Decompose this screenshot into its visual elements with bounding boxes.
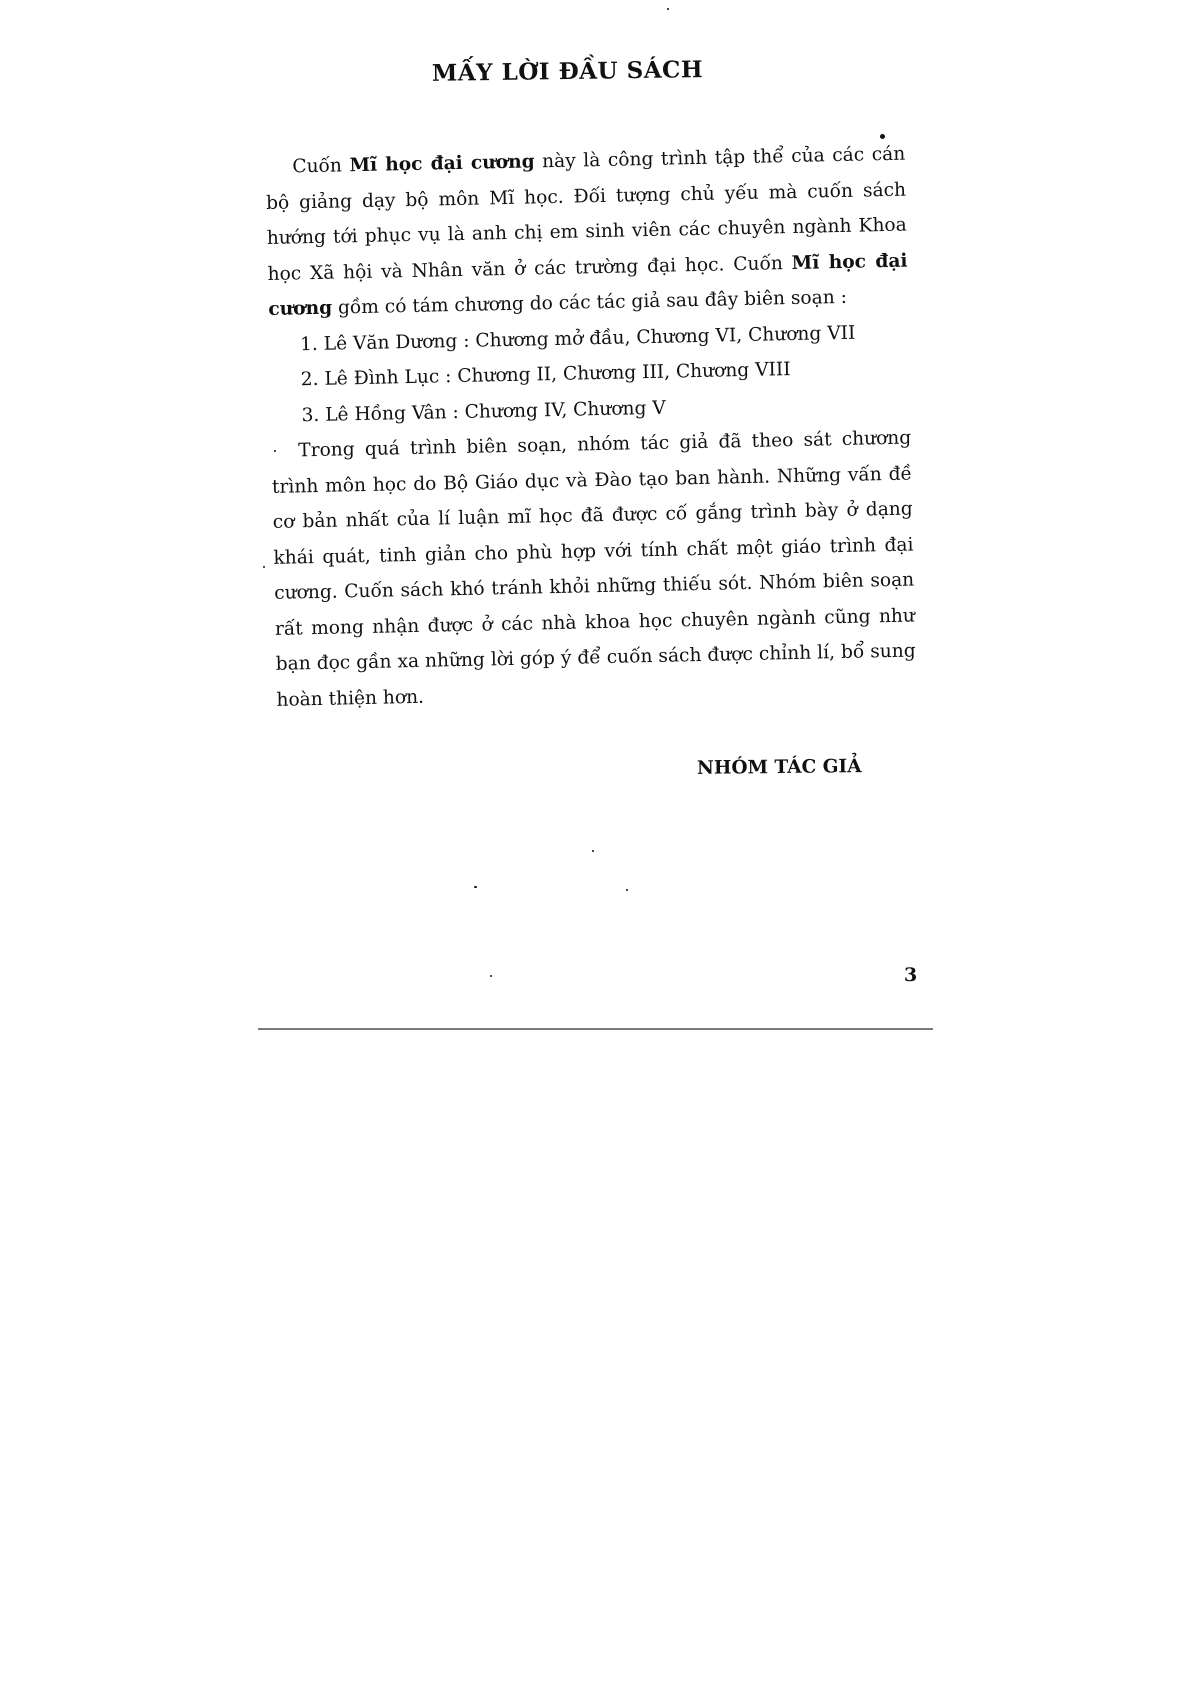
scan-speck: [490, 975, 492, 977]
page-bottom-rule: [258, 1028, 933, 1030]
intro-paragraph: [265, 137, 909, 328]
page-number: 3: [904, 964, 918, 986]
scan-speck: [474, 886, 477, 888]
intro-pre: Cuốn: [292, 155, 350, 178]
intro-mid: này là công trình tập thể của các cán bộ giảng dạy bộ môn Mĩ học. Đối tượng chủ yếu mà cuốn sách hướng tới phục vụ là anh chị em sinh viên các chuyên ngành Khoa học Xã hội và Nhân văn ở các trường đại học. Cuốn: [265, 143, 907, 285]
preface-body: [265, 137, 917, 718]
closing-paragraph: Trong quá trình biên soạn, nhóm tác giả đã theo sát chương trình môn học do Bộ Giáo dục và Đào tạo ban hành. Những vấn đề cơ bản nhất của lí luận mĩ học đã được cố gắng trình bày ở dạng khái quát, tinh giản cho phù hợp với tính chất một giáo trình đại cương. Cuốn sách khó tránh khỏi những thiếu sót. Nhóm biên soạn rất mong nhận được ở các nhà khoa học chuyên ngành cũng như bạn đọc gần xa những lời góp ý để cuốn sách được chỉnh lí, bổ sung hoàn thiện hơn.: [271, 427, 916, 711]
signature: NHÓM TÁC GIẢ: [696, 756, 862, 779]
scan-speck: [274, 450, 276, 452]
scan-speck: [626, 889, 628, 891]
author-item: 2. Lê Đình Lục : Chương II, Chương III, Chương VIII: [300, 359, 791, 391]
scan-speck: [592, 850, 594, 852]
scan-speck: [263, 566, 265, 568]
page-title: MẤY LỜI ĐẦU SÁCH: [431, 56, 704, 87]
author-list: [269, 314, 911, 434]
book-title: Mĩ học đại cương: [349, 151, 535, 177]
scan-speck: [880, 134, 885, 139]
author-item: 1. Lê Văn Dương : Chương mở đầu, Chương VI, Chương VII: [299, 322, 856, 355]
book-title-repeat: Mĩ học đại cương: [268, 250, 908, 320]
scan-speck: [667, 8, 669, 10]
intro-post: gồm có tám chương do các tác giả sau đây biên soạn :: [331, 286, 848, 319]
author-item: 3. Lê Hồng Vân : Chương IV, Chương V: [301, 397, 666, 426]
